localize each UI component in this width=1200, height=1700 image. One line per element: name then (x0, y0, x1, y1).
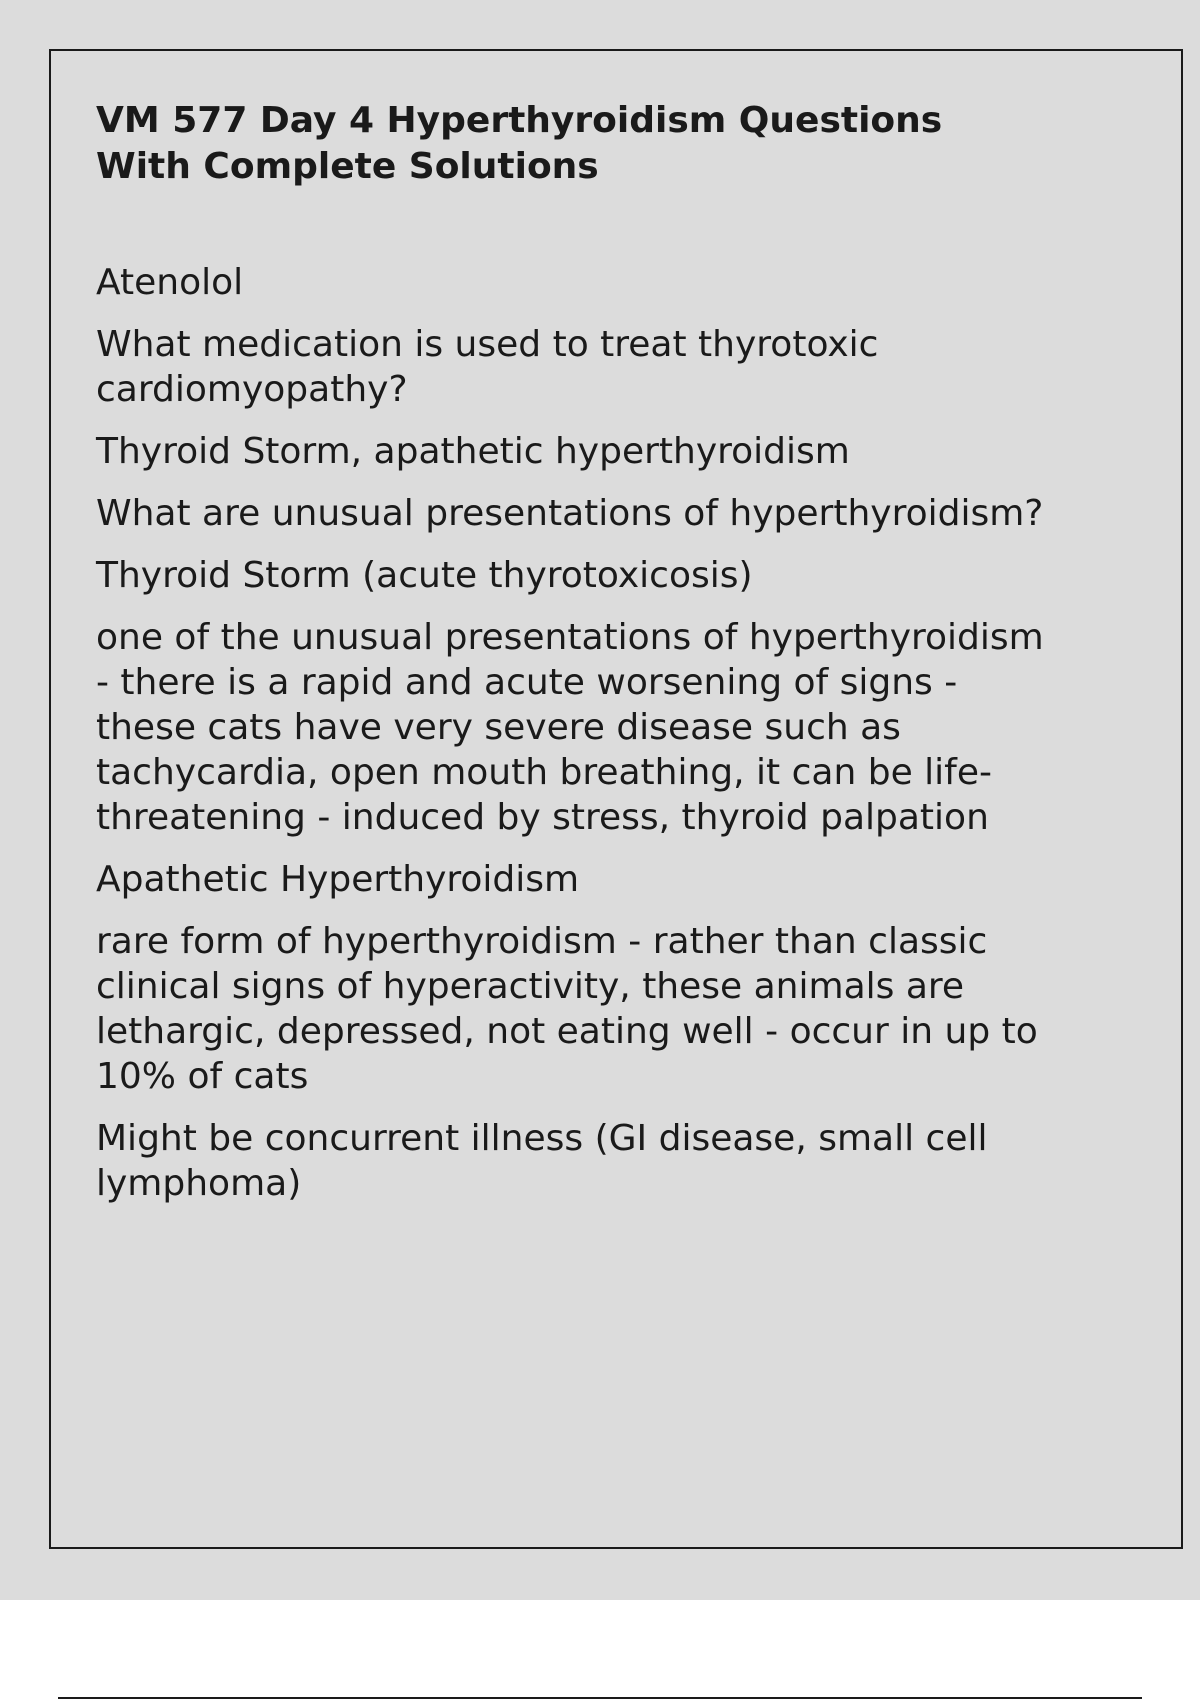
answer-unusual-presentations: Thyroid Storm, apathetic hyperthyroidism (96, 431, 850, 472)
footer-divider (58, 1697, 1142, 1699)
term-apathetic-hyperthyroidism: Apathetic Hyperthyroidism (96, 859, 580, 900)
title-line-2: With Complete Solutions (96, 146, 599, 187)
document-content (96, 98, 1056, 1223)
definition-thyroid-storm: one of the unusual presentations of hyperthyroidism - there is a rapid and acute worsening of signs - these cats have very severe disease such as tachycardia, open mouth breathing, it can be life-threatening - induced by stress, thyroid palpation (96, 617, 1044, 838)
question-cardiomyopathy-medication: What medication is used to treat thyrotoxic cardiomyopathy? (96, 324, 879, 410)
term-thyroid-storm: Thyroid Storm (acute thyrotoxicosis) (96, 555, 753, 596)
note-concurrent-illness: Might be concurrent illness (GI disease, small cell lymphoma) (96, 1118, 988, 1204)
qa-list (96, 260, 1056, 1206)
definition-apathetic-hyperthyroidism: rare form of hyperthyroidism - rather than classic clinical signs of hyperactivity, these animals are lethargic, depressed, not eating well - occur in up to 10% of cats (96, 921, 1038, 1097)
title-line-1: VM 577 Day 4 Hyperthyroidism Questions (96, 100, 943, 141)
answer-atenolol: Atenolol (96, 262, 244, 303)
document-title (96, 98, 1056, 190)
question-unusual-presentations: What are unusual presentations of hyperthyroidism? (96, 493, 1044, 534)
